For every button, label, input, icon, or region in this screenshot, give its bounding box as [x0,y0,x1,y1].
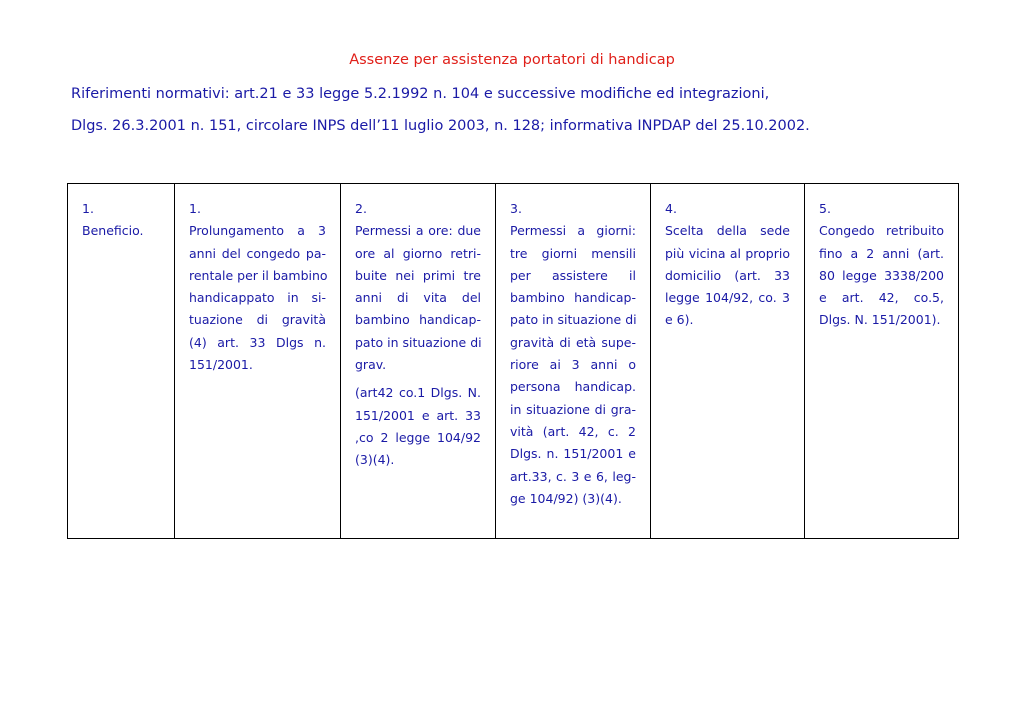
cell-text-line: Dlgs. N. 151/2001). [819,312,941,328]
cell-text-line: bambino handicap- [355,312,481,328]
table-cell-header [68,184,175,539]
cell-text-line: bambino handicap- [510,290,636,306]
cell-text-line: rentale per il bambino [189,267,328,283]
cell-text-line: riore ai 3 anni o [510,357,636,373]
table-cell-benefit-1 [175,184,341,539]
cell-text-line: 151/2001. [189,357,253,373]
cell-text-line: persona handicap. [510,379,636,395]
cell-text-line: in situazione di gra- [510,401,636,417]
cell-text-line: art.33, c. 3 e 6, leg- [510,468,636,484]
cell-text-line: buite nei primi tre [355,267,481,283]
cell-text-line: e 6). [665,312,694,328]
cell-text-line: gravità di età supe- [510,334,636,350]
document-title: Assenze per assistenza portatori di handicap [349,52,675,68]
cell-text-line: più vicina al proprio [665,245,790,261]
cell-text-line: pato in situazione di [510,312,637,328]
cell-text-line: tre giorni mensili [510,245,636,261]
references-line-1: Riferimenti normativi: art.21 e 33 legge 5.2.1992 n. 104 e successive modifiche ed integrazioni, [71,86,770,102]
cell-text-line: 151/2001 e art. 33 [355,407,481,423]
cell-text-line: per assistere il [510,267,636,283]
cell-text-line: Prolungamento a 3 [189,223,326,239]
cell-text-line: anni del congedo pa- [189,245,326,261]
cell-text-line: ,co 2 legge 104/92 [355,429,481,445]
cell-number: 1. [189,201,201,216]
cell-number: 4. [665,201,677,216]
cell-text-line: vità (art. 42, c. 2 [510,423,636,439]
cell-text-line: Dlgs. n. 151/2001 e [510,446,636,462]
cell-text-line: anni di vita del [355,290,481,306]
cell-text-line: handicappato in si- [189,290,326,306]
cell-number: 3. [510,201,522,216]
table-cell-benefit-2 [341,184,496,539]
cell-text-line: domicilio (art. 33 [665,267,790,283]
cell-text-line: tuazione di gravità [189,312,326,328]
table-cell-benefit-4 [651,184,805,539]
references-line-2: Dlgs. 26.3.2001 n. 151, circolare INPS dell’11 luglio 2003, n. 128; informativa INPDAP del 25.10.2002. [71,118,810,134]
table-cell-benefit-5 [805,184,959,539]
cell-text-line: (4) art. 33 Dlgs n. [189,334,326,350]
cell-text-line: Permessi a giorni: [510,223,636,239]
table-cell-benefit-3 [496,184,651,539]
cell-text-line: Permessi a ore: due [355,223,481,239]
cell-text-line: fino a 2 anni (art. [819,245,944,261]
cell-text-line: legge 104/92, co. 3 [665,290,790,306]
table-row [68,184,959,539]
cell-text-line: grav. [355,357,387,373]
cell-text-line: Scelta della sede [665,223,790,239]
cell-text-line: ge 104/92) (3)(4). [510,490,622,506]
cell-number: 5. [819,201,831,216]
cell-number: 2. [355,201,367,216]
cell-text-line: Congedo retribuito [819,223,944,239]
cell-text-line: pato in situazione di [355,334,482,350]
cell-text-line: (art42 co.1 Dlgs. N. [355,385,481,401]
cell-text-line: 80 legge 3338/200 [819,267,944,283]
benefits-table [67,183,959,539]
cell-text-line: e art. 42, co.5, [819,290,944,306]
cell-text-line: (3)(4). [355,452,395,468]
cell-number: 1. [82,201,94,216]
cell-text-line: ore al giorno retri- [355,245,481,261]
cell-text-line: Beneficio. [82,223,144,239]
